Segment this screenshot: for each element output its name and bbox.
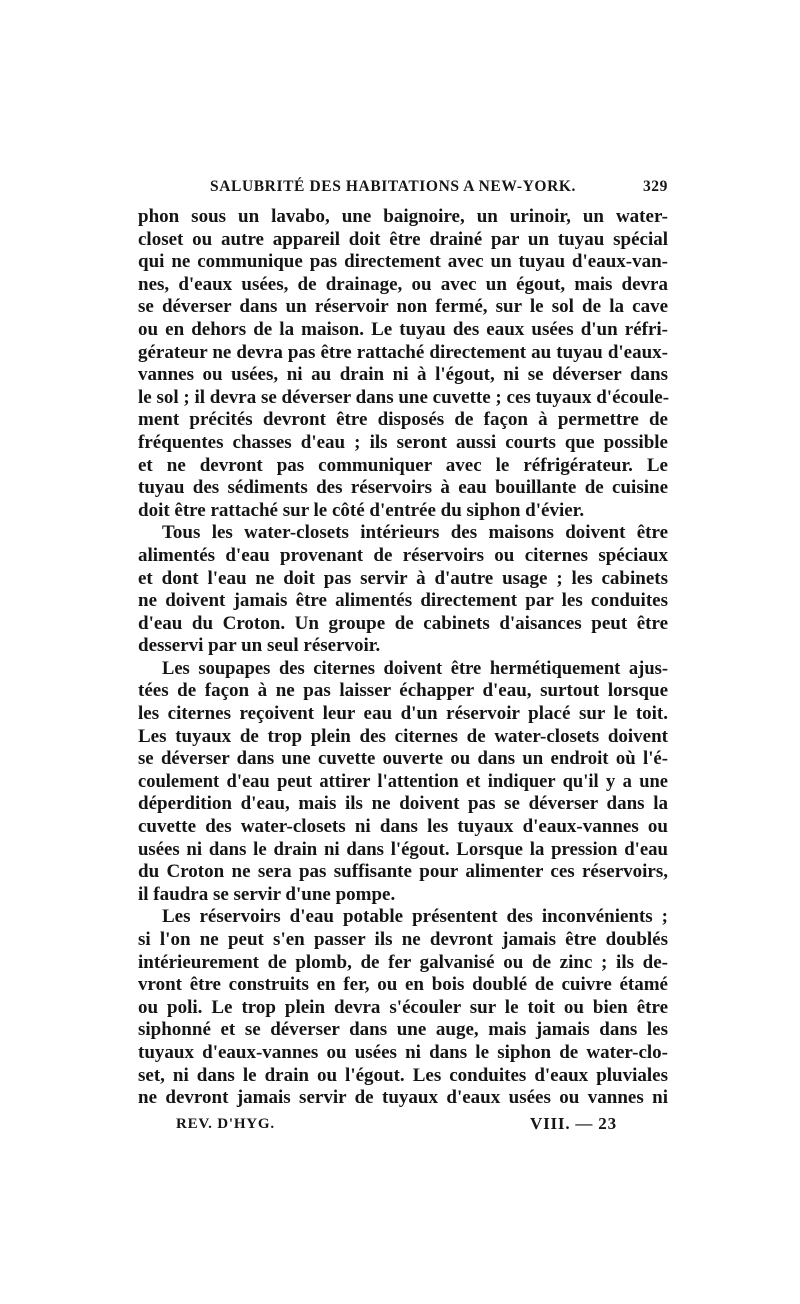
text-line: se déverser dans un réservoir non fermé, sur le sol de la cave: [138, 296, 668, 318]
text-line: Les réservoirs d'eau potable présentent des inconvénients ;: [162, 906, 668, 928]
text-line: ment précités devront être disposés de façon à permettre de: [138, 409, 668, 431]
signature-line: [138, 1114, 668, 1142]
text-line: ne doivent jamais être alimentés directement par les conduites: [138, 590, 668, 612]
text-line: intérieurement de plomb, de fer galvanisé ou de zinc ; ils de-: [138, 951, 668, 973]
text-line: vront être construits en fer, ou en bois doublé de cuivre étamé: [138, 974, 668, 996]
text-line: les citernes reçoivent leur eau d'un réservoir placé sur le toit.: [138, 703, 668, 725]
text-line: si l'on ne peut s'en passer ils ne devront jamais être doublés: [138, 929, 668, 950]
volume-signature: VIII. — 23: [530, 1113, 617, 1133]
text-line: le sol ; il devra se déverser dans une cuvette ; ces tuyaux d'écoule-: [138, 386, 670, 408]
paragraph: [138, 206, 668, 522]
text-line: doit être rattaché sur le côté d'entrée du siphon d'évier.: [138, 499, 585, 521]
document-page: [138, 176, 668, 1142]
text-line: du Croton ne sera pas suffisante pour alimenter ces réservoirs,: [138, 861, 668, 883]
text-line: set, ni dans le drain ou l'égout. Les conduites d'eaux pluviales: [138, 1064, 668, 1086]
text-line: coulement d'eau peut attirer l'attention et indiquer qu'il y a une: [138, 771, 668, 792]
running-head: [138, 176, 668, 206]
text-line: nes, d'eaux usées, de drainage, ou avec un égout, mais devra: [138, 273, 668, 295]
running-head-title: SALUBRITÉ DES HABITATIONS A NEW-YORK.: [210, 178, 577, 195]
text-line: déperdition d'eau, mais ils ne doivent pas se déverser dans la: [138, 793, 668, 815]
text-line: fréquentes chasses d'eau ; ils seront aussi courts que possible: [138, 431, 668, 453]
text-line: siphonné et se déverser dans une auge, mais jamais dans les: [138, 1019, 668, 1041]
text-line: ou en dehors de la maison. Le tuyau des eaux usées d'un réfri-: [138, 318, 668, 340]
text-line: gérateur ne devra pas être rattaché directement au tuyau d'eaux-: [138, 341, 668, 363]
text-line: tuyaux d'eaux-vannes ou usées ni dans le siphon de water-clo-: [138, 1041, 668, 1063]
text-line: usées ni dans le drain ni dans l'égout. Lorsque la pression d'eau: [138, 838, 668, 860]
text-line: ne devront jamais servir de tuyaux d'eaux usées ou vannes ni: [138, 1087, 668, 1109]
page-number: 329: [642, 178, 668, 195]
text-line: Les soupapes des citernes doivent être hermétiquement ajus-: [162, 658, 668, 679]
text-line: d'eau du Croton. Un groupe de cabinets d'aisances peut être: [138, 612, 668, 634]
text-line: closet ou autre appareil doit être drainé par un tuyau spécial: [138, 228, 668, 250]
text-line: ou poli. Le trop plein devra s'écouler sur le toit ou bien être: [138, 996, 668, 1018]
text-line: Tous les water-closets intérieurs des maisons doivent être: [162, 522, 668, 544]
text-line: alimentés d'eau provenant de réservoirs ou citernes spéciaux: [138, 544, 668, 566]
text-line: qui ne communique pas directement avec un tuyau d'eaux-van-: [138, 251, 668, 273]
text-line: vannes ou usées, ni au drain ni à l'égout, ni se déverser dans: [138, 364, 668, 386]
paragraph: [138, 522, 668, 658]
text-line: phon sous un lavabo, une baignoire, un urinoir, un water-: [138, 206, 668, 227]
text-line: Les tuyaux de trop plein des citernes de water-closets doivent: [138, 725, 668, 747]
text-line: et dont l'eau ne doit pas servir à d'autre usage ; les cabinets: [138, 567, 668, 589]
text-line: desservi par un seul réservoir.: [138, 635, 381, 657]
text-line: et ne devront pas communiquer avec le réfrigérateur. Le: [138, 454, 668, 476]
text-line: il faudra se servir d'une pompe.: [138, 883, 396, 905]
text-line: se déverser dans une cuvette ouverte ou dans un endroit où l'é-: [138, 748, 668, 770]
text-line: cuvette des water-closets ni dans les tuyaux d'eaux-vannes ou: [138, 816, 668, 838]
text-line: tées de façon à ne pas laisser échapper d'eau, surtout lorsque: [138, 680, 668, 702]
paragraph: [138, 658, 668, 907]
paragraph: [138, 906, 668, 1109]
text-line: tuyau des sédiments des réservoirs à eau bouillante de cuisine: [138, 477, 668, 499]
journal-signature: REV. D'HYG.: [176, 1115, 275, 1132]
body-text: [138, 206, 668, 1110]
